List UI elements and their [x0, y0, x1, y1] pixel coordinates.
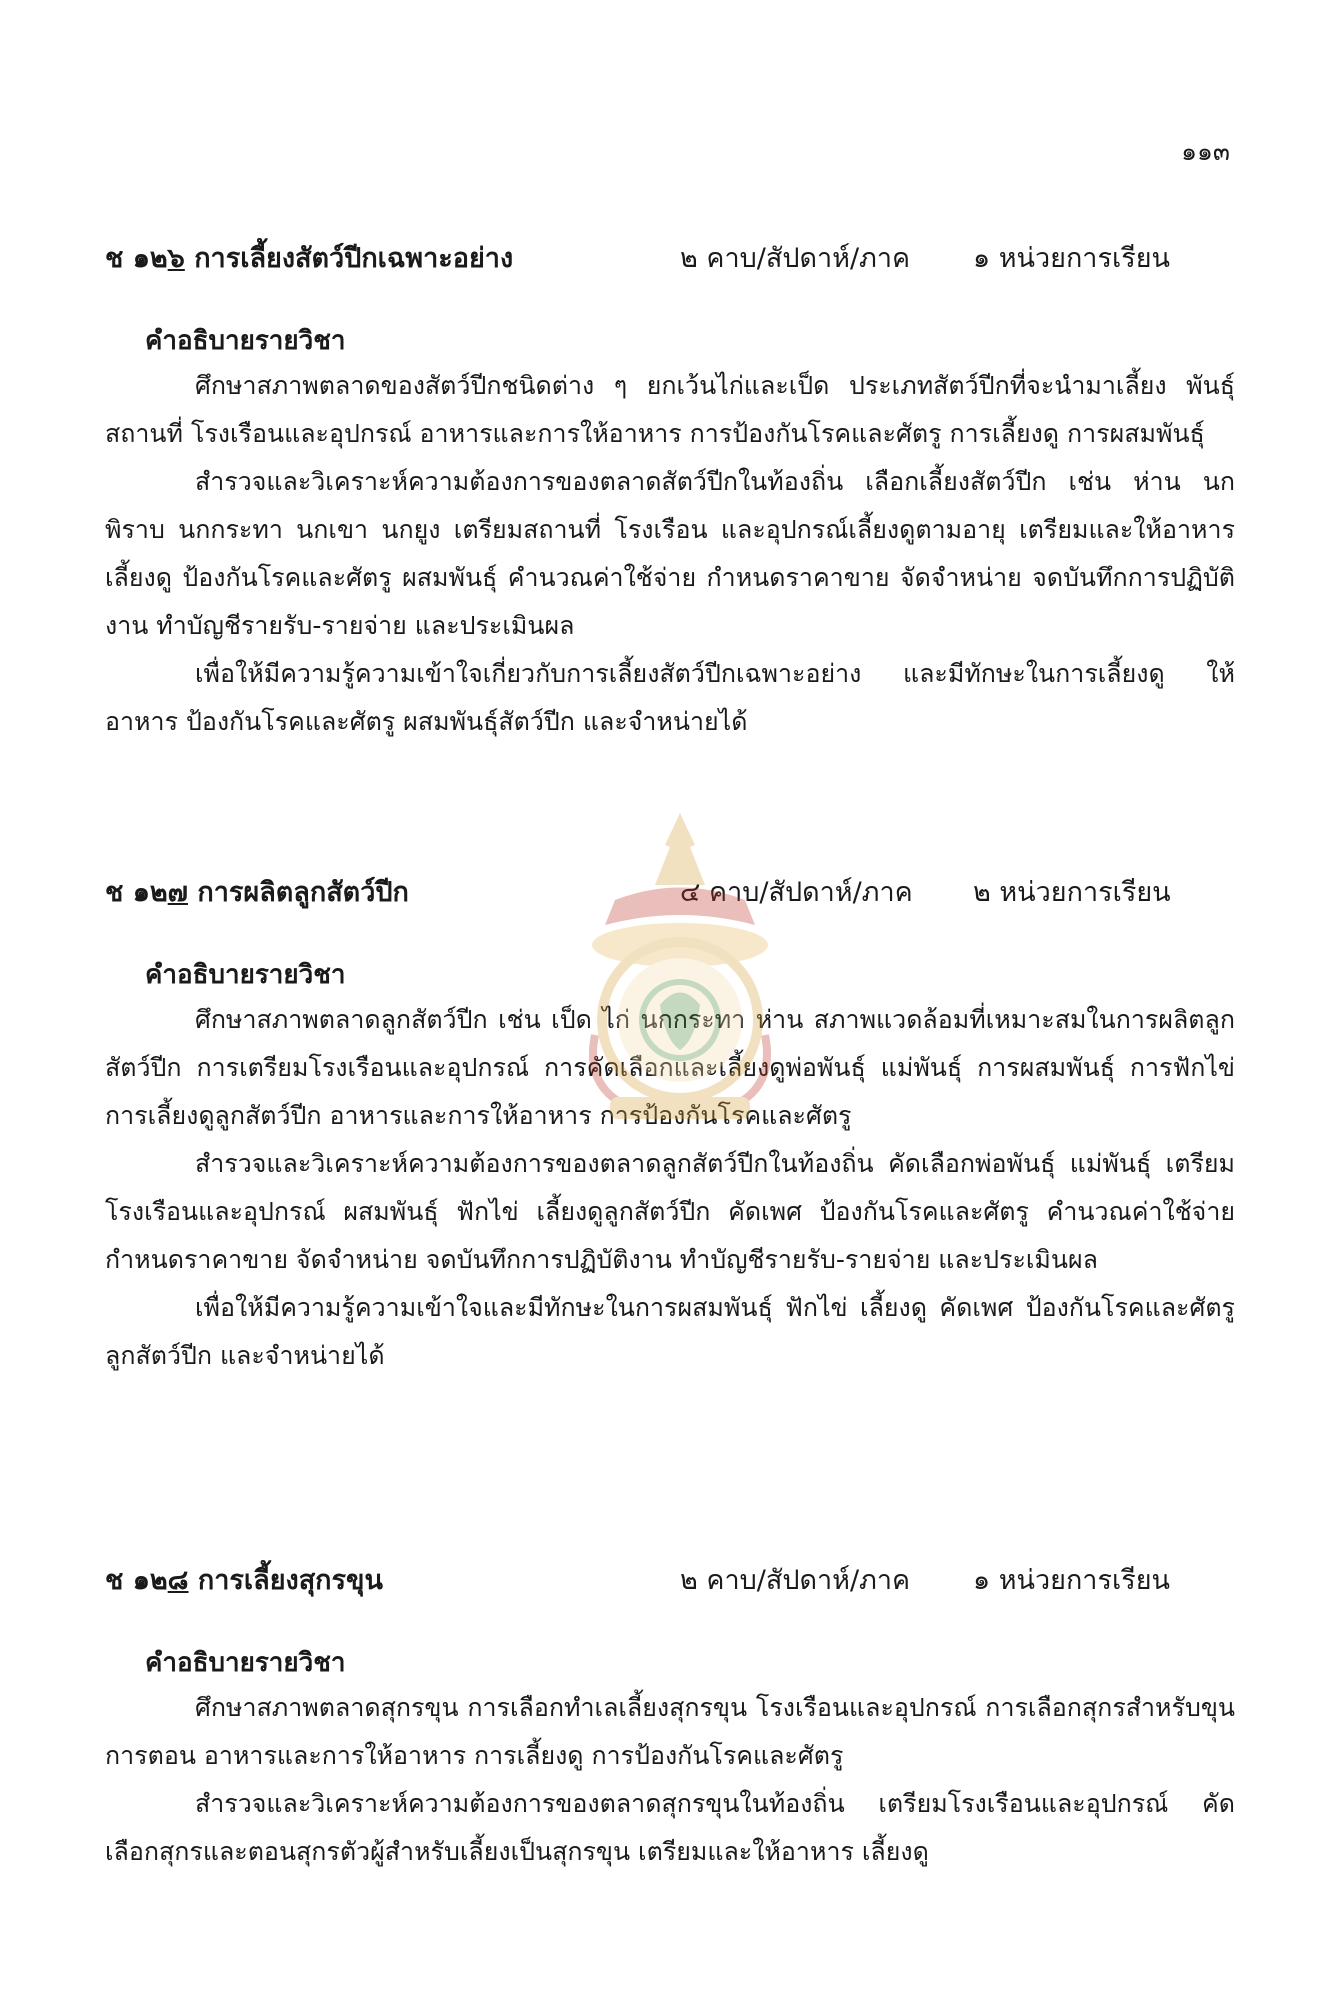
course-credits: ๑ หน่วยการเรียน [973, 243, 1170, 274]
course-code-prefix: ช [105, 1565, 133, 1596]
course-title: การเลี้ยงสัตว์ปีกเฉพาะอย่าง [184, 243, 514, 274]
course-code-digit: ๑๒ [132, 243, 168, 274]
description-paragraph: สำรวจและวิเคราะห์ความต้องการของตลาดสัตว์ปีกในท้องถิ่น เลือกเลี้ยงสัตว์ปีก เช่น ห่าน นกพิราบ นกกระทา นกเขา นกยูง เตรียมสถานที่ โรงเรือน และอุปกรณ์เลี้ยงดูตามอายุ เตรียมและให้อาหาร เลี้ยงดู ป้องกันโรคและศัตรู ผสมพันธุ์ คำนวณค่าใช้จ่าย กำหนดราคาขาย จัดจำหน่าย จดบันทึกการปฏิบัติงาน ทำบัญชีรายรับ-รายจ่าย และประเมินผล [105, 467, 1235, 640]
description-heading: คำอธิบายรายวิชา [145, 1648, 346, 1678]
course-code-underlined-digits: ๗ [167, 877, 188, 908]
course-title: การเลี้ยงสุกรขุน [188, 1565, 383, 1596]
course-header [105, 870, 1235, 914]
description-paragraph: ศึกษาสภาพตลาดลูกสัตว์ปีก เช่น เป็ด ไก่ นกกระทา ห่าน สภาพแวดล้อมที่เหมาะสมในการผลิตลูกสัตว์ปีก การเตรียมโรงเรือนและอุปกรณ์ การคัดเลือกและเลี้ยงดูพ่อพันธุ์ แม่พันธุ์ การผสมพันธุ์ การฟักไข่ การเลี้ยงดูลูกสัตว์ปีก อาหารและการให้อาหาร การป้องกันโรคและศัตรู [105, 1005, 1235, 1130]
course-code-prefix: ช [105, 243, 133, 274]
course-code-prefix: ช [105, 877, 133, 908]
course-header [105, 1558, 1235, 1602]
description-heading: คำอธิบายรายวิชา [145, 326, 346, 356]
course-code-number [133, 243, 185, 274]
description-paragraph: เพื่อให้มีความรู้ความเข้าใจและมีทักษะในการผสมพันธุ์ ฟักไข่ เลี้ยงดู คัดเพศ ป้องกันโรคและศัตรูลูกสัตว์ปีก และจำหน่ายได้ [105, 1293, 1235, 1370]
description-paragraph: เพื่อให้มีความรู้ความเข้าใจเกี่ยวกับการเลี้ยงสัตว์ปีกเฉพาะอย่าง และมีทักษะในการเลี้ยงดู ให้อาหาร ป้องกันโรคและศัตรู ผสมพันธุ์สัตว์ปีก และจำหน่ายได้ [105, 659, 1235, 736]
course-code-digit: ๑๒ [132, 1565, 168, 1596]
course-entry [105, 1558, 1235, 1876]
course-entry [105, 870, 1235, 1380]
description-paragraph: สำรวจและวิเคราะห์ความต้องการของตลาดลูกสัตว์ปีกในท้องถิ่น คัดเลือกพ่อพันธุ์ แม่พันธุ์ เตรียมโรงเรือนและอุปกรณ์ ผสมพันธุ์ ฟักไข่ เลี้ยงดูลูกสัตว์ปีก คัดเพศ ป้องกันโรคและศัตรู คำนวณค่าใช้จ่าย กำหนดราคาขาย จัดจำหน่าย จดบันทึกการปฏิบัติงาน ทำบัญชีรายรับ-รายจ่าย และประเมินผล [105, 1149, 1235, 1274]
course-hours: ๔ คาบ/สัปดาห์/ภาค [680, 877, 913, 908]
course-title: การผลิตลูกสัตว์ปีก [187, 877, 409, 908]
course-code-number [133, 877, 188, 908]
course-code-digit: ๑๒ [132, 877, 168, 908]
description-paragraph: ศึกษาสภาพตลาดของสัตว์ปีกชนิดต่าง ๆ ยกเว้นไก่และเป็ด ประเภทสัตว์ปีกที่จะนำมาเลี้ยง พันธุ์ สถานที่ โรงเรือนและอุปกรณ์ อาหารและการให้อาหาร การป้องกันโรคและศัตรู การเลี้ยงดู การผสมพันธุ์ [105, 371, 1235, 448]
course-code-underlined-digits: ๖ [167, 243, 185, 274]
page-number: ๑๑๓ [1181, 137, 1230, 166]
description-heading: คำอธิบายรายวิชา [145, 960, 346, 990]
course-header [105, 236, 1235, 280]
course-code-underlined-digits: ๘ [167, 1565, 189, 1596]
course-credits: ๒ หน่วยการเรียน [973, 877, 1171, 908]
course-hours: ๒ คาบ/สัปดาห์/ภาค [680, 243, 911, 274]
course-entry [105, 236, 1235, 746]
description-paragraph: สำรวจและวิเคราะห์ความต้องการของตลาดสุกรขุนในท้องถิ่น เตรียมโรงเรือนและอุปกรณ์ คัดเลือกสุกรและตอนสุกรตัวผู้สำหรับเลี้ยงเป็นสุกรขุน เตรียมและให้อาหาร เลี้ยงดู [105, 1789, 1235, 1866]
course-code-title [105, 1558, 383, 1601]
description-paragraph: ศึกษาสภาพตลาดสุกรขุน การเลือกทำเลเลี้ยงสุกรขุน โรงเรือนและอุปกรณ์ การเลือกสุกรสำหรับขุน การตอน อาหารและการให้อาหาร การเลี้ยงดู การป้องกันโรคและศัตรู [105, 1693, 1235, 1770]
course-hours: ๒ คาบ/สัปดาห์/ภาค [680, 1565, 911, 1596]
course-code-title [105, 236, 513, 279]
course-credits: ๑ หน่วยการเรียน [973, 1565, 1170, 1596]
course-code-title [105, 870, 409, 913]
course-code-number [133, 1565, 189, 1596]
